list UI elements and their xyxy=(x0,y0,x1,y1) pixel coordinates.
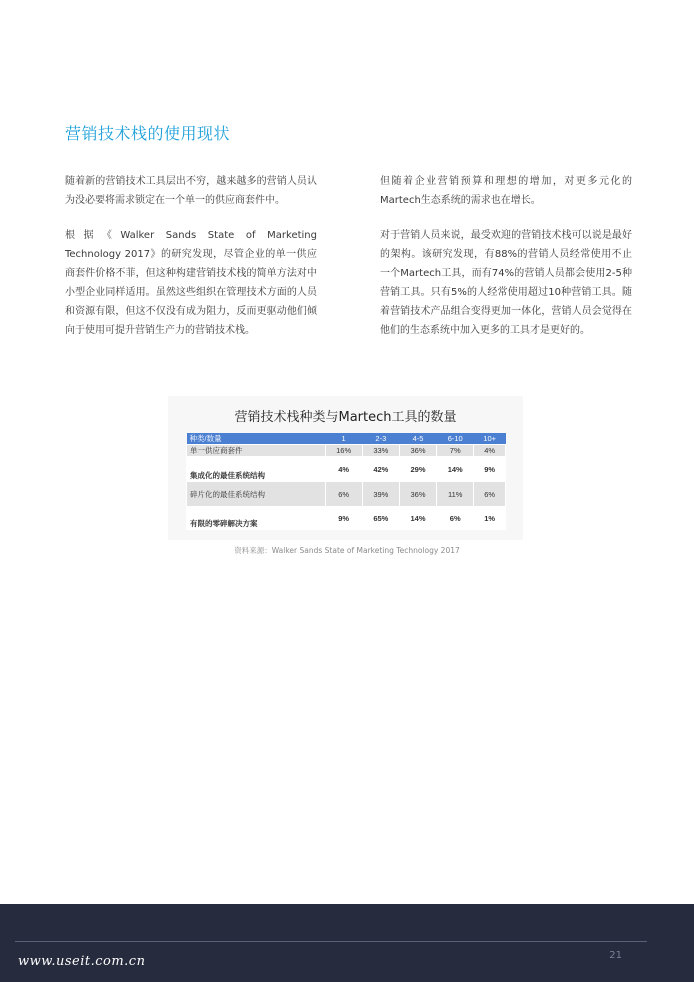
table-header-row xyxy=(187,433,506,445)
right-paragraph-1: 但随着企业营销预算和理想的增加，对更多元化的Martech生态系统的需求也在增长。 xyxy=(380,176,632,206)
table-cell: 11% xyxy=(437,482,474,507)
table-cell: 4% xyxy=(325,457,362,482)
table-header-cell: 10+ xyxy=(474,433,506,445)
left-paragraph-2: 根据《Walker Sands State of Marketing Technology 2017》的研究发现，尽管企业的单一供应商套件价格不菲，但这种构建营销技术栈的简单方法对中小型企业同样适用。虽然这些组织在管理技术方面的人员和资源有限，但这不仅没有成为阻力，反而更驱动他们倾向于使用可提升营销生产力的营销技术栈。 xyxy=(65,230,317,336)
table-cell: 1% xyxy=(474,507,506,530)
table-header-cell: 4-5 xyxy=(399,433,436,445)
page-footer xyxy=(0,904,694,982)
table-cell: 9% xyxy=(474,457,506,482)
section-title: 营销技术栈的使用现状 xyxy=(65,124,231,143)
right-column xyxy=(380,172,632,356)
table-header-cell: 1 xyxy=(325,433,362,445)
left-column xyxy=(65,172,317,356)
table-cell: 36% xyxy=(399,445,436,457)
table-cell: 36% xyxy=(399,482,436,507)
footer-url: www.useit.com.cn xyxy=(18,954,146,969)
table-row xyxy=(187,445,506,457)
table-header-cell: 种类/数量 xyxy=(187,433,326,445)
table-cell: 集成化的最佳系统结构 xyxy=(187,457,326,482)
table-cell: 16% xyxy=(325,445,362,457)
table-cell: 14% xyxy=(437,457,474,482)
table-title: 营销技术栈种类与Martech工具的数量 xyxy=(234,410,457,425)
martech-table-figure xyxy=(168,396,523,540)
table-cell: 6% xyxy=(437,507,474,530)
table-cell: 33% xyxy=(362,445,399,457)
table-cell: 9% xyxy=(325,507,362,530)
footer-divider xyxy=(15,941,647,942)
table-cell: 4% xyxy=(474,445,506,457)
table-cell: 6% xyxy=(474,482,506,507)
table-cell: 29% xyxy=(399,457,436,482)
table-cell: 有限的零碎解决方案 xyxy=(187,507,326,530)
figure-caption: 资料来源：Walker Sands State of Marketing Technology 2017 xyxy=(234,546,460,555)
table-cell: 单一供应商套件 xyxy=(187,445,326,457)
table-cell: 42% xyxy=(362,457,399,482)
table-cell: 14% xyxy=(399,507,436,530)
martech-table xyxy=(186,433,506,530)
table-cell: 7% xyxy=(437,445,474,457)
table-cell: 39% xyxy=(362,482,399,507)
table-row xyxy=(187,457,506,482)
left-paragraph-1: 随着新的营销技术工具层出不穷，越来越多的营销人员认为没必要将需求锁定在一个单一的供应商套件中。 xyxy=(65,176,317,206)
table-header-cell: 2-3 xyxy=(362,433,399,445)
table-cell: 6% xyxy=(325,482,362,507)
table-row xyxy=(187,507,506,530)
table-row xyxy=(187,482,506,507)
table-cell: 65% xyxy=(362,507,399,530)
table-cell: 碎片化的最佳系统结构 xyxy=(187,482,326,507)
right-paragraph-2: 对于营销人员来说，最受欢迎的营销技术栈可以说是最好的架构。该研究发现，有88%的营销人员经常使用不止一个Martech工具，而有74%的营销人员都会使用2-5种营销工具。只有5%的人经常使用超过10种营销工具。随着营销技术产品组合变得更加一体化，营销人员会觉得在他们的生态系统中加入更多的工具才是更好的。 xyxy=(380,230,632,336)
page-number: 21 xyxy=(609,950,622,961)
table-header-cell: 6-10 xyxy=(437,433,474,445)
